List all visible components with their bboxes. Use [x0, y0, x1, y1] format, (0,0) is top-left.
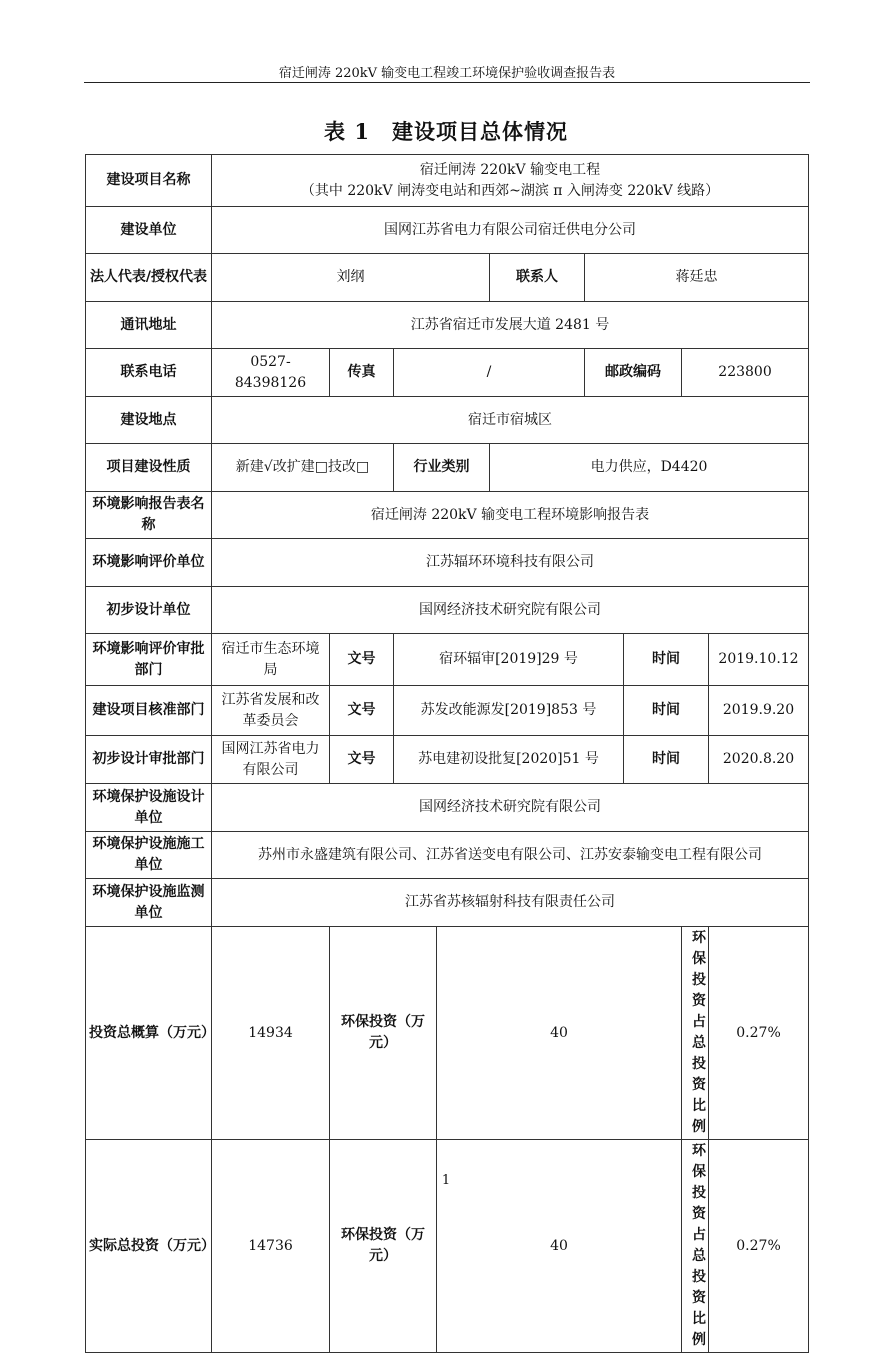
- value-zip: 223800: [682, 349, 809, 397]
- label-builder: 建设单位: [86, 207, 212, 254]
- label-eia-approval-doc: 文号: [330, 634, 394, 686]
- value-prelim-approval-time: 2020.8.20: [709, 736, 809, 784]
- value-project-name: [212, 155, 809, 207]
- row-env-construct: [86, 832, 809, 879]
- value-address: 江苏省宿迁市发展大道 2481 号: [212, 302, 809, 349]
- label-invest-actual: 实际总投资（万元）: [86, 1140, 212, 1353]
- value-eia-approval-dept: 宿迁市生态环境局: [212, 634, 330, 686]
- label-prelim-approval-time: 时间: [624, 736, 709, 784]
- value-invest-actual: 14736: [212, 1140, 330, 1353]
- value-env-monitor: 江苏省苏核辐射科技有限责任公司: [212, 879, 809, 927]
- value-location: 宿迁市宿城区: [212, 397, 809, 444]
- value-prelim-unit: 国网经济技术研究院有限公司: [212, 587, 809, 634]
- label-env-monitor: 环境保护设施监测单位: [86, 879, 212, 927]
- row-address: [86, 302, 809, 349]
- value-fax: /: [394, 349, 585, 397]
- row-env-monitor: [86, 879, 809, 927]
- value-invest-estimate-env: 40: [437, 927, 682, 1140]
- label-env-design: 环境保护设施设计单位: [86, 784, 212, 832]
- label-prelim-approval-doc: 文号: [330, 736, 394, 784]
- value-project-approval-doc: 苏发改能源发[2019]853 号: [394, 686, 624, 736]
- value-invest-actual-ratio: 0.27%: [709, 1140, 809, 1353]
- label-address: 通讯地址: [86, 302, 212, 349]
- row-nature: [86, 444, 809, 492]
- label-eia-unit: 环境影响评价单位: [86, 539, 212, 587]
- label-fax: 传真: [330, 349, 394, 397]
- page-number: 1: [441, 1173, 451, 1188]
- value-env-construct: 苏州市永盛建筑有限公司、江苏省送变电有限公司、江苏安泰输变电工程有限公司: [212, 832, 809, 879]
- label-industry: 行业类别: [394, 444, 490, 492]
- row-env-design: [86, 784, 809, 832]
- row-phone: [86, 349, 809, 397]
- row-prelim-unit: [86, 587, 809, 634]
- row-builder: [86, 207, 809, 254]
- table-number: 表 1: [324, 119, 370, 144]
- page-header: 宿迁闸涛 220kV 输变电工程竣工环境保护验收调查报告表: [84, 62, 810, 83]
- label-invest-estimate: 投资总概算（万元）: [86, 927, 212, 1140]
- row-project-approval: [86, 686, 809, 736]
- label-eia-approval: 环境影响评价审批部门: [86, 634, 212, 686]
- row-invest-actual: [86, 1140, 809, 1353]
- label-location: 建设地点: [86, 397, 212, 444]
- row-eia-report: [86, 492, 809, 539]
- value-eia-approval-doc: 宿环辐审[2019]29 号: [394, 634, 624, 686]
- project-name-line1: 宿迁闸涛 220kV 输变电工程: [419, 161, 601, 178]
- label-project-name: 建设项目名称: [86, 155, 212, 207]
- value-nature: 新建√改扩建□技改□: [212, 444, 394, 492]
- value-invest-estimate-ratio: 0.27%: [709, 927, 809, 1140]
- project-name-line2: （其中 220kV 闸涛变电站和西郊~湖滨 π 入闸涛变 220kV 线路）: [300, 182, 720, 199]
- value-contact: 蒋廷忠: [585, 254, 809, 302]
- value-prelim-approval-doc: 苏电建初设批复[2020]51 号: [394, 736, 624, 784]
- label-prelim-unit: 初步设计单位: [86, 587, 212, 634]
- row-eia-unit: [86, 539, 809, 587]
- label-env-construct: 环境保护设施施工单位: [86, 832, 212, 879]
- value-industry: 电力供应，D4420: [490, 444, 809, 492]
- row-eia-approval: [86, 634, 809, 686]
- row-location: [86, 397, 809, 444]
- label-invest-actual-env: 环保投资（万元）: [330, 1140, 437, 1353]
- label-contact: 联系人: [490, 254, 585, 302]
- value-invest-actual-env: 40: [437, 1140, 682, 1353]
- label-eia-report: 环境影响报告表名称: [86, 492, 212, 539]
- value-legal-rep: 刘纲: [212, 254, 490, 302]
- value-env-design: 国网经济技术研究院有限公司: [212, 784, 809, 832]
- table-title-text: 建设项目总体情况: [391, 119, 568, 144]
- value-eia-unit: 江苏辐环环境科技有限公司: [212, 539, 809, 587]
- value-builder: 国网江苏省电力有限公司宿迁供电分公司: [212, 207, 809, 254]
- row-prelim-approval: [86, 736, 809, 784]
- value-invest-estimate: 14934: [212, 927, 330, 1140]
- label-invest-estimate-ratio: 环保投资占总投资比例: [682, 927, 709, 1140]
- value-prelim-approval-dept: 国网江苏省电力有限公司: [212, 736, 330, 784]
- label-nature: 项目建设性质: [86, 444, 212, 492]
- label-zip: 邮政编码: [585, 349, 682, 397]
- label-invest-actual-ratio: 环保投资占总投资比例: [682, 1140, 709, 1353]
- value-eia-report: 宿迁闸涛 220kV 输变电工程环境影响报告表: [212, 492, 809, 539]
- value-project-approval-dept: 江苏省发展和改革委员会: [212, 686, 330, 736]
- value-eia-approval-time: 2019.10.12: [709, 634, 809, 686]
- row-legal-rep: [86, 254, 809, 302]
- value-phone: 0527-84398126: [212, 349, 330, 397]
- label-invest-estimate-env: 环保投资（万元）: [330, 927, 437, 1140]
- label-eia-approval-time: 时间: [624, 634, 709, 686]
- label-prelim-approval: 初步设计审批部门: [86, 736, 212, 784]
- label-project-approval-doc: 文号: [330, 686, 394, 736]
- value-project-approval-time: 2019.9.20: [709, 686, 809, 736]
- label-project-approval: 建设项目核准部门: [86, 686, 212, 736]
- row-invest-estimate: [86, 927, 809, 1140]
- row-project-name: [86, 155, 809, 207]
- label-legal-rep: 法人代表/授权代表: [86, 254, 212, 302]
- table-title: [0, 116, 892, 146]
- label-phone: 联系电话: [86, 349, 212, 397]
- label-project-approval-time: 时间: [624, 686, 709, 736]
